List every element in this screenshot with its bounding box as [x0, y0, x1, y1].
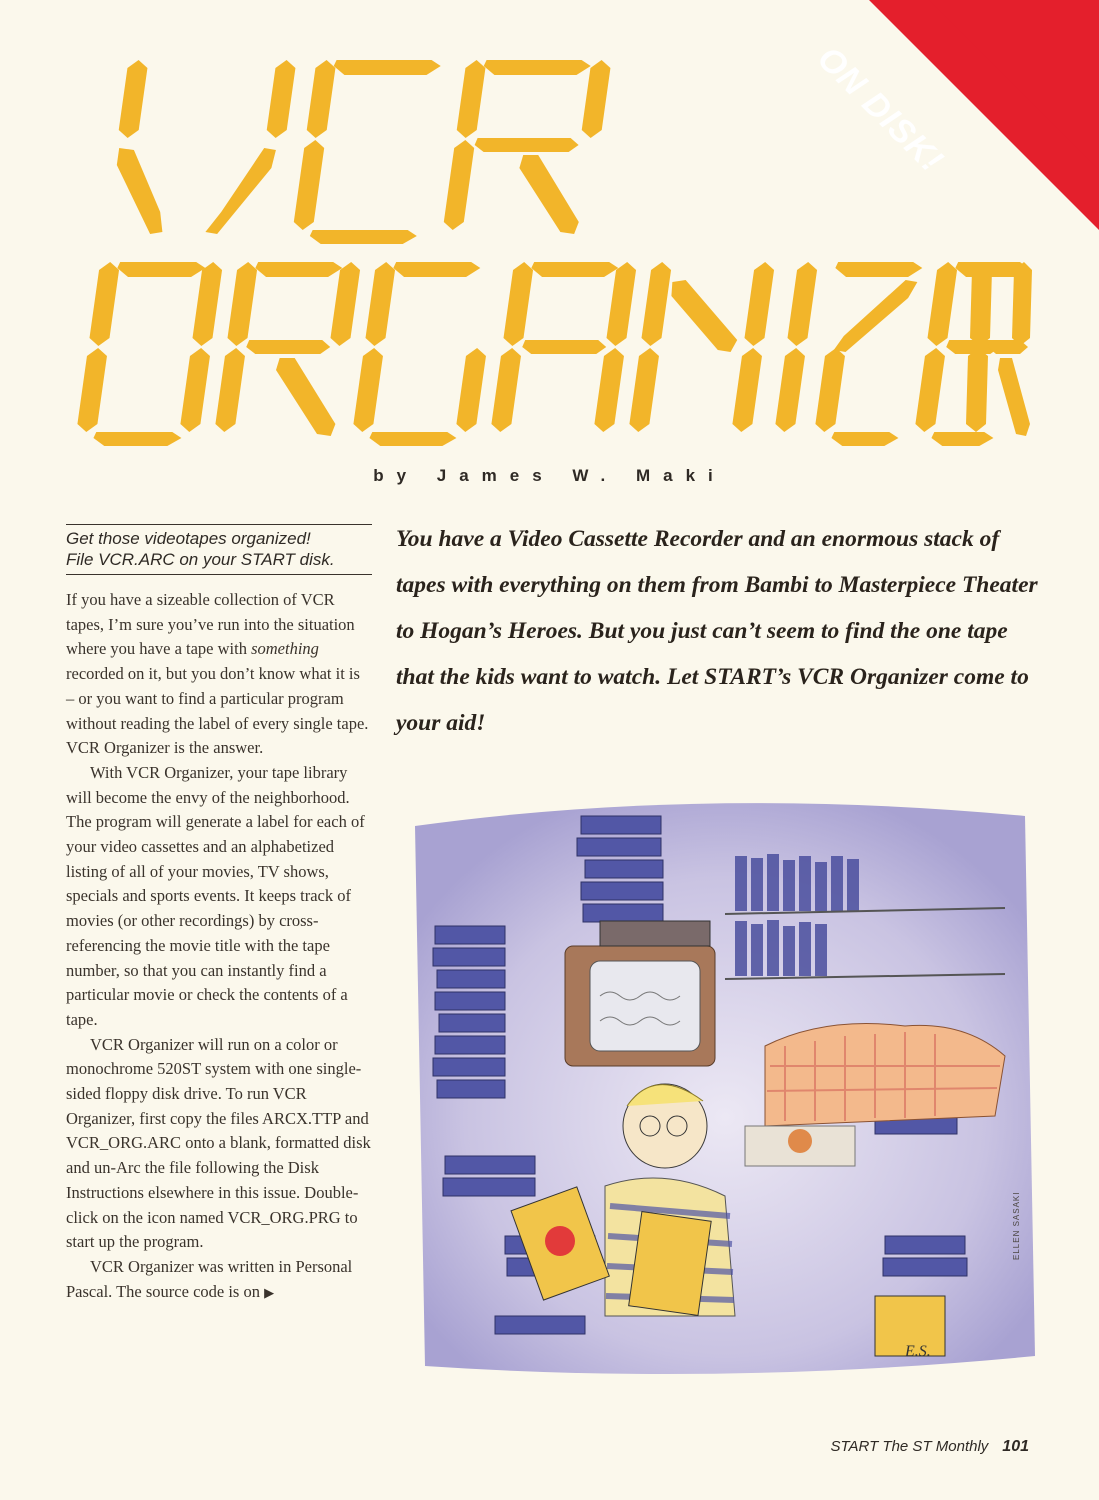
illustration-credit: ELLEN SASAKI	[1012, 1191, 1021, 1260]
teaser-line-2: File VCR.ARC on your START disk.	[66, 550, 335, 569]
on-disk-label: ON DISK!	[809, 39, 951, 181]
paragraph-3: VCR Organizer will run on a color or monochrome 520ST system with one single-sided floppy disk drive. To run VCR Organizer, first copy the files ARCX.TTP and VCR_ORG.ARC onto a blank, formatted disk and un-Arc the file following the Disk Instructions elsewhere in this issue. Double-click on the icon named VCR_ORG.PRG to start up the program.	[66, 1034, 371, 1252]
paragraph-2: With VCR Organizer, your tape library will become the envy of the neighborhood. The program will generate a label for each of your video cassettes and an alphabetized listing of all of your movies, TV shows, specials and sports events. It keeps track of movies (or other recordings) by cross-referencing the movie title with the tape number, so that you can instantly find a particular movie or check the contents of a tape.	[66, 762, 365, 1029]
illustration-tape-clutter	[405, 796, 1041, 1376]
teaser-box	[66, 524, 372, 575]
page-footer	[830, 1438, 1029, 1456]
continue-arrow-icon: ▶	[264, 1284, 275, 1300]
paragraph-1-text-a: If you have a sizeable collection of VCR tapes, I’m sure you’ve run into the situation where you have a tape with	[66, 590, 355, 659]
deck-text: You have a Video Cassette Recorder and an enormous stack of tapes with everything on them from Bambi to Masterpiece Theater to Hogan’s Heroes. But you just can’t seem to find the one tape that the kids want to watch. Let START’s VCR Organizer come to your aid!	[396, 526, 1038, 736]
paragraph-1-text-b: recorded on it, but you don’t know what it is – or you want to find a particular program without reading the label of every single tape. VCR Organizer is the answer.	[66, 664, 369, 758]
illustrator-signature: E.S.	[905, 1343, 931, 1360]
magazine-name: START The ST Monthly	[830, 1438, 989, 1455]
page-number: 101	[1002, 1438, 1029, 1455]
body-text-column	[66, 588, 372, 1305]
paragraph-1	[66, 588, 372, 761]
teaser-line-1: Get those videotapes organized!	[66, 529, 311, 548]
paragraph-1-emphasis: something	[251, 639, 319, 659]
paragraph-4-text: VCR Organizer was written in Personal Pascal. The source code is on	[66, 1256, 353, 1301]
paragraph-4	[66, 1255, 372, 1305]
byline: by James W. Maki	[373, 466, 726, 485]
title-segmented	[0, 0, 1099, 460]
